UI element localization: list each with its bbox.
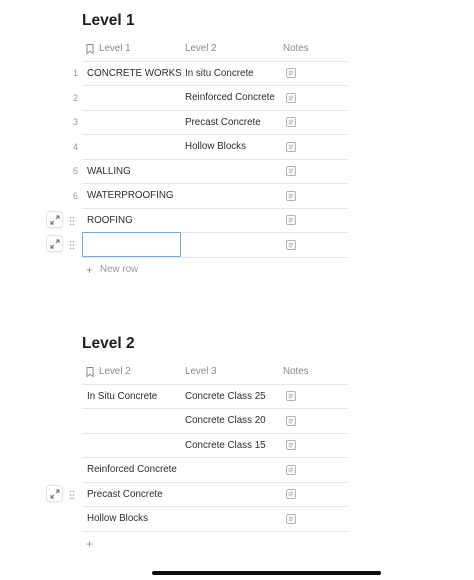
cell-notes[interactable] [280, 160, 348, 184]
column-header-level-3[interactable] [181, 360, 280, 384]
column-header-label: Notes [283, 43, 309, 55]
cell-title[interactable] [82, 135, 181, 159]
table-header [82, 360, 348, 385]
table-row[interactable] [72, 111, 348, 136]
table-row[interactable] [82, 434, 348, 459]
cell-level[interactable]: Precast Concrete [185, 116, 261, 128]
cell-notes[interactable] [280, 86, 348, 110]
level-1-section [72, 9, 348, 282]
plus-icon: + [86, 536, 94, 551]
table-row[interactable] [82, 209, 348, 234]
cell-title[interactable]: ROOFING [87, 214, 133, 226]
cell-notes[interactable] [280, 209, 348, 233]
cell-notes[interactable] [280, 458, 348, 482]
table-header [82, 37, 348, 62]
new-row-button[interactable] [82, 258, 348, 282]
row-number: 2 [72, 92, 78, 103]
expand-icon[interactable] [46, 485, 63, 502]
cell-level[interactable]: Reinforced Concrete [185, 92, 275, 104]
cell-level[interactable]: Concrete Class 20 [185, 415, 266, 427]
column-header-label: Level 3 [185, 366, 217, 378]
note-icon [283, 391, 296, 401]
table-row[interactable] [82, 385, 348, 410]
cell-notes[interactable] [280, 62, 348, 86]
cell-title[interactable]: In Situ Concrete [87, 390, 158, 402]
note-icon [283, 465, 296, 475]
cell-title[interactable] [82, 111, 181, 135]
new-row-label: New row [100, 264, 139, 275]
level-2-section [82, 332, 348, 556]
cell-notes[interactable] [280, 483, 348, 507]
note-icon [283, 191, 296, 201]
table-row[interactable] [72, 160, 348, 185]
cell-level[interactable] [181, 507, 280, 531]
cell-notes[interactable] [280, 184, 348, 208]
table-row[interactable] [82, 409, 348, 434]
column-header-notes[interactable] [280, 360, 348, 384]
cell-notes[interactable] [280, 135, 348, 159]
column-header-notes[interactable] [280, 37, 348, 61]
column-header-label: Level 2 [99, 366, 131, 378]
cell-notes[interactable] [280, 434, 348, 458]
cell-notes[interactable] [280, 385, 348, 409]
section-title: Level 2 [82, 335, 135, 352]
column-header-level-2[interactable] [181, 37, 280, 61]
note-icon [283, 117, 296, 127]
cell-level[interactable]: In situ Concrete [185, 67, 254, 79]
cell-notes[interactable] [280, 507, 348, 531]
note-icon [283, 440, 296, 450]
drag-handle-icon[interactable] [69, 240, 75, 250]
cell-level[interactable] [181, 160, 280, 184]
cell-notes[interactable] [280, 111, 348, 135]
row-number: 1 [72, 68, 78, 79]
cell-level[interactable] [181, 209, 280, 233]
table-row[interactable] [72, 135, 348, 160]
cell-notes[interactable] [280, 233, 348, 257]
cell-notes[interactable] [280, 409, 348, 433]
table-row[interactable] [82, 483, 348, 508]
cell-title[interactable]: WALLING [87, 165, 131, 177]
cell-level[interactable] [181, 233, 280, 257]
column-header-label: Notes [283, 366, 309, 378]
cell-title[interactable]: Hollow Blocks [87, 513, 148, 525]
expand-icon[interactable] [46, 235, 63, 252]
column-header-level-2[interactable] [82, 360, 181, 384]
row-number: 4 [72, 141, 78, 152]
note-icon [283, 514, 296, 524]
selected-cell-outline [82, 232, 181, 257]
level-1-table [72, 37, 348, 282]
cell-title[interactable] [82, 86, 181, 110]
cell-title[interactable]: Precast Concrete [87, 488, 163, 500]
note-icon [283, 215, 296, 225]
note-icon [283, 68, 296, 78]
bookmark-icon [85, 43, 95, 55]
level-2-table [82, 360, 348, 556]
cell-title[interactable]: CONCRETE WORKS [87, 67, 182, 79]
drag-handle-icon[interactable] [69, 216, 75, 226]
cell-level[interactable] [181, 483, 280, 507]
row-number: 6 [72, 190, 78, 201]
row-number: 5 [72, 166, 78, 177]
note-icon [283, 93, 296, 103]
column-header-label: Level 2 [185, 43, 217, 55]
table-row[interactable] [72, 184, 348, 209]
column-header-label: Level 1 [99, 43, 131, 55]
row-number: 3 [72, 117, 78, 128]
table-row[interactable] [82, 458, 348, 483]
column-header-level-1[interactable] [82, 37, 181, 61]
cell-level[interactable] [181, 184, 280, 208]
table-row[interactable] [82, 233, 348, 258]
table-row[interactable] [72, 86, 348, 111]
expand-icon[interactable] [46, 211, 63, 228]
drag-handle-icon[interactable] [69, 490, 75, 500]
note-icon [283, 142, 296, 152]
note-icon [283, 489, 296, 499]
cell-title[interactable]: WATERPROOFING [87, 190, 174, 202]
plus-icon: + [86, 262, 94, 277]
home-indicator [152, 571, 381, 575]
cell-level[interactable]: Concrete Class 25 [185, 390, 266, 402]
cell-title[interactable] [82, 434, 181, 458]
cell-level[interactable] [181, 458, 280, 482]
cell-level[interactable]: Concrete Class 15 [185, 439, 266, 451]
cell-title[interactable] [82, 409, 181, 433]
section-title: Level 1 [82, 12, 135, 29]
note-icon [283, 166, 296, 176]
bookmark-icon [85, 366, 95, 378]
table-row[interactable] [72, 62, 348, 87]
note-icon [283, 416, 296, 426]
cell-level[interactable]: Hollow Blocks [185, 141, 246, 153]
note-icon [283, 240, 296, 250]
table-row[interactable] [82, 507, 348, 532]
add-row-button[interactable] [82, 532, 348, 556]
cell-title[interactable]: Reinforced Concrete [87, 464, 177, 476]
